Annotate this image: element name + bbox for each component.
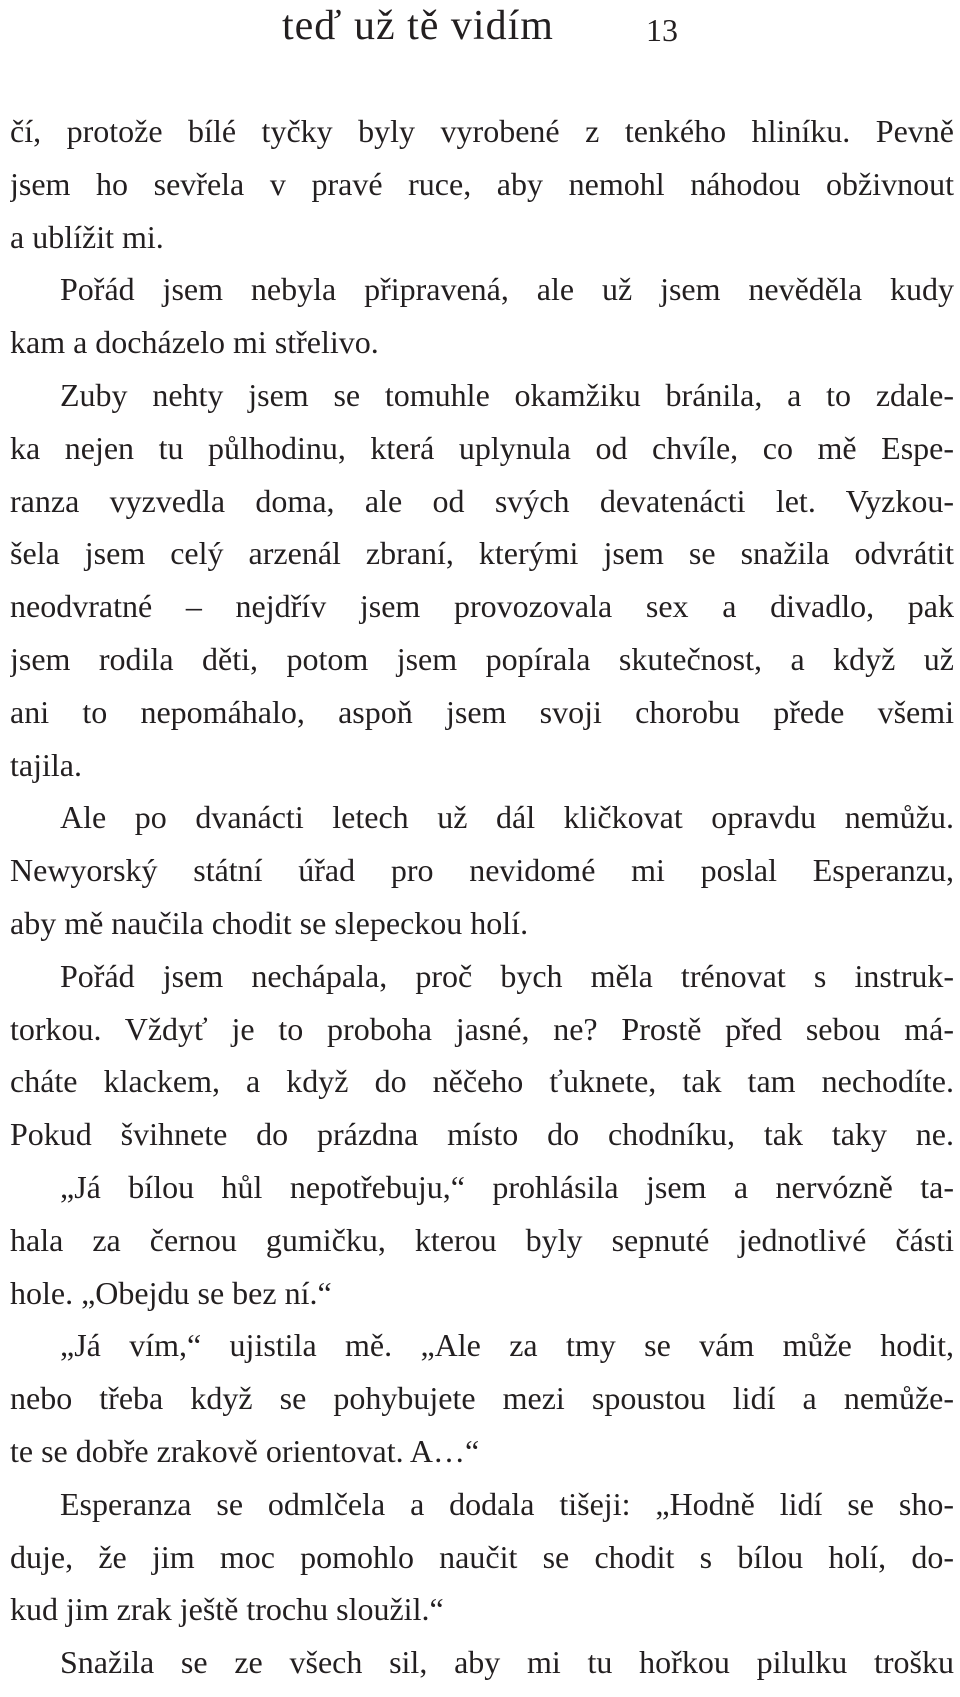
text-line: nebo třeba když se pohybujete mezi spoustou lidí a nemůže- [10,1380,954,1417]
text-line: jsem ho sevřela v pravé ruce, aby nemohl náhodou obživnout [10,165,954,202]
text-line: „Já vím,“ ujistila mě. „Ale za tmy se vám může hodit, [60,1327,954,1364]
text-line: kam a docházelo mi střelivo. [10,324,379,361]
text-line: šela jsem celý arzenál zbraní, kterými jsem se snažila odvrátit [10,535,954,572]
text-line: Pokud švihnete do prázdna místo do chodníku, tak taky ne. [10,1116,954,1153]
running-header [0,0,960,60]
text-line: a ublížit mi. [10,218,164,255]
text-line: te se dobře zrakově orientovat. A…“ [10,1432,480,1469]
text-line: Newyorský státní úřad pro nevidomé mi poslal Esperanzu, [10,852,954,889]
text-line: ka nejen tu půlhodinu, která uplynula od chvíle, co mě Espe- [10,429,954,466]
text-line: Pořád jsem nebyla připravená, ale už jsem nevěděla kudy [60,271,954,308]
text-line: hole. „Obejdu se bez ní.“ [10,1274,332,1311]
text-line: čí, protože bílé tyčky byly vyrobené z tenkého hliníku. Pevně [10,113,954,149]
text-line: kud jim zrak ještě trochu sloužil.“ [10,1591,444,1628]
text-line: ranza vyzvedla doma, ale od svých devatenácti let. Vyzkou- [10,482,954,519]
page-number: 13 [646,12,678,48]
text-line: Snažila se ze všech sil, aby mi tu hořkou pilulku trošku [60,1644,954,1681]
text-line: hala za černou gumičku, kterou byly sepnuté jednotlivé části [10,1221,954,1258]
running-head-title: teď už tě vidím [282,3,554,49]
text-line: Ale po dvanácti letech už dál kličkovat opravdu nemůžu. [60,799,954,836]
text-line: cháte klackem, a když do něčeho ťuknete, tak tam nechodíte. [10,1063,954,1100]
text-line: jsem rodila děti, potom jsem popírala skutečnost, a když už [10,640,954,677]
body-text [10,105,954,1689]
text-line: aby mě naučila chodit se slepeckou holí. [10,904,529,941]
text-line: torkou. Vždyť je to proboha jasné, ne? Prostě před sebou má- [10,1010,954,1047]
text-line: Esperanza se odmlčela a dodala tišeji: „Hodně lidí se sho- [60,1485,954,1522]
text-line: „Já bílou hůl nepotřebuju,“ prohlásila jsem a nervózně ta- [60,1168,954,1205]
text-line: Zuby nehty jsem se tomuhle okamžiku bránila, a to zdale- [60,376,954,413]
text-line: Pořád jsem nechápala, proč bych měla trénovat s instruk- [60,957,954,994]
text-line: duje, že jim moc pomohlo naučit se chodit s bílou holí, do- [10,1538,954,1575]
text-line: tajila. [10,746,82,783]
text-line: neodvratné – nejdřív jsem provozovala sex a divadlo, pak [10,588,954,625]
text-line: ani to nepomáhalo, aspoň jsem svoji chorobu přede všemi [10,693,954,730]
